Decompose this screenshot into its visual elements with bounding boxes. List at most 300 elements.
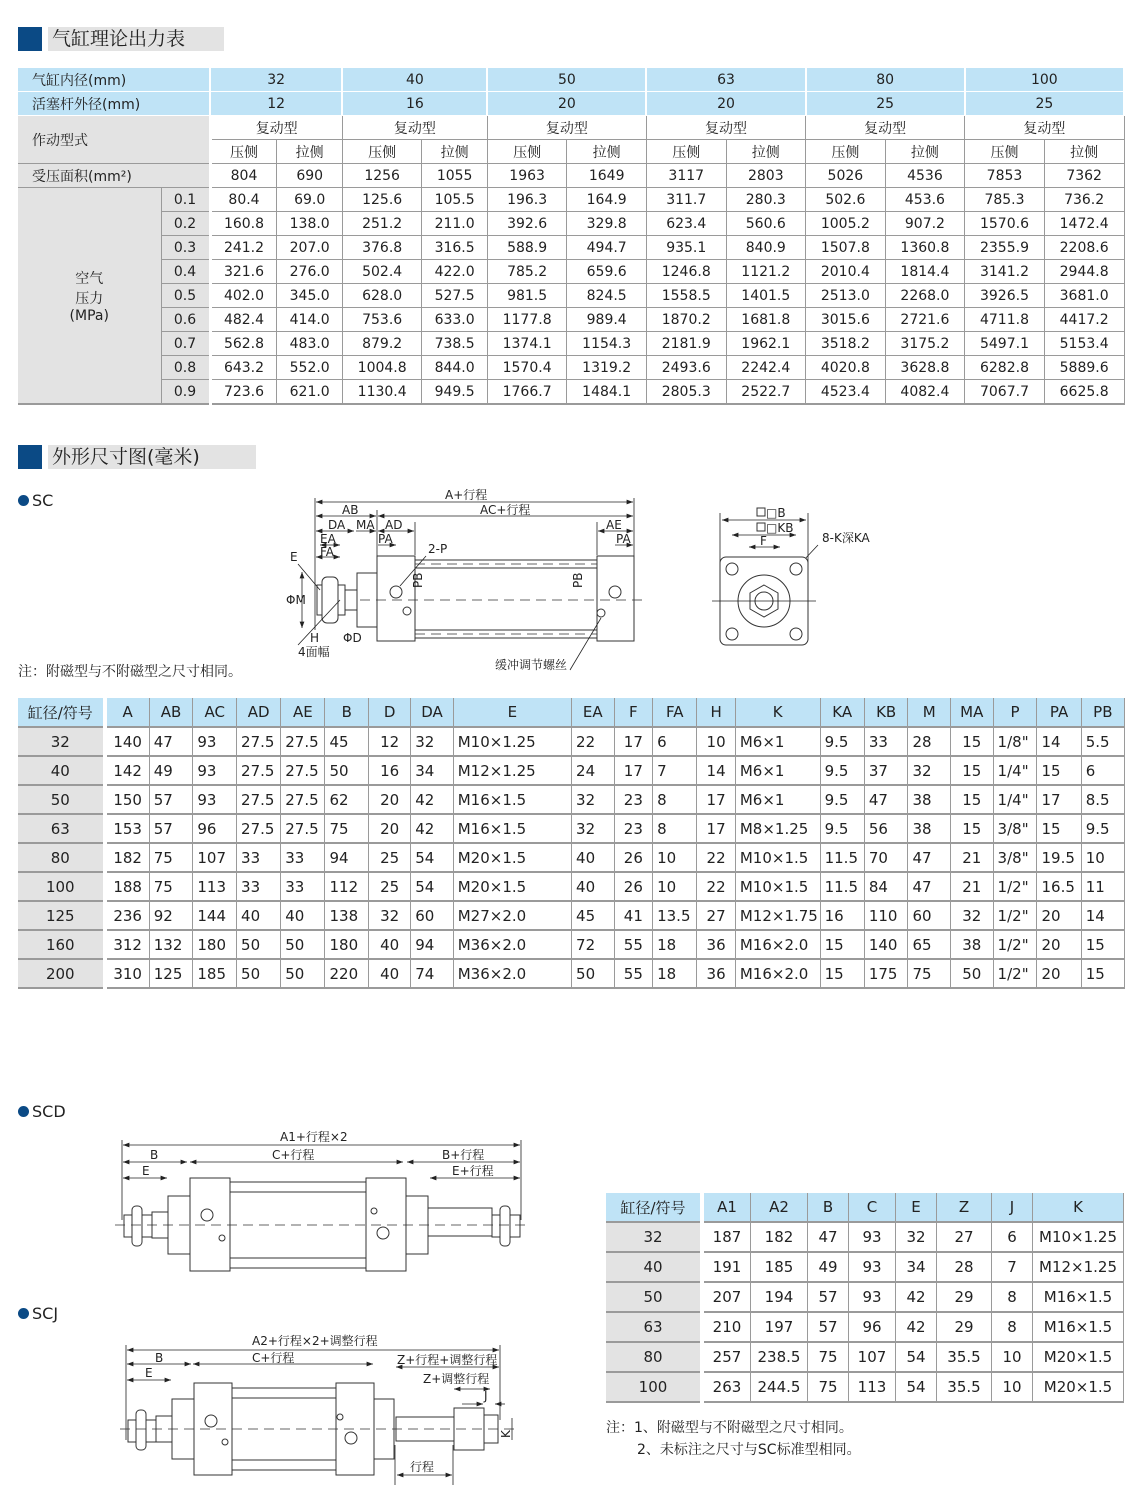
- area-cell: 1963: [487, 164, 567, 188]
- force-cell: 4523.4: [806, 380, 886, 405]
- force-cell: 453.6: [885, 188, 965, 212]
- dim-cell: 96: [849, 1312, 896, 1342]
- dim-cell: 15: [1037, 756, 1081, 785]
- dim-label: ΦD: [343, 631, 362, 645]
- dim-cell: M16×1.5: [1033, 1282, 1124, 1312]
- action-label: 作动型式: [18, 116, 210, 164]
- dim-cell: 50: [281, 959, 325, 988]
- dim-cell: 93: [193, 785, 237, 814]
- table-row: [606, 1342, 1124, 1372]
- dim-label: AB: [342, 503, 359, 517]
- dim-cell: 180: [325, 930, 369, 959]
- force-cell: 2208.6: [1044, 236, 1124, 260]
- dim-cell: 3/8": [993, 843, 1037, 872]
- force-cell: 1766.7: [487, 380, 567, 405]
- dim-section-title: [18, 445, 256, 469]
- table-row: [18, 930, 1125, 959]
- area-row: [18, 164, 1124, 188]
- pressure-value: 0.6: [161, 308, 210, 332]
- dim-cell: 92: [149, 901, 193, 930]
- dim-cell: 22: [697, 872, 736, 901]
- force-cell: 1570.6: [965, 212, 1045, 236]
- bore-cell: 100: [965, 68, 1124, 92]
- scd-note-2: 2、未标注之尺寸与SC标准型相同。: [637, 1442, 861, 1458]
- dim-cell: 14: [1037, 727, 1081, 756]
- force-cell: 907.2: [885, 212, 965, 236]
- dim-cell: 110: [864, 901, 908, 930]
- table-row: [18, 843, 1125, 872]
- dim-label: A2+行程×2+调整行程: [252, 1334, 378, 1348]
- dim-cell: 236: [105, 901, 150, 930]
- dim-cell: 23: [614, 814, 653, 843]
- pressure-value: 0.2: [161, 212, 210, 236]
- force-cell: 3518.2: [806, 332, 886, 356]
- dim-cell: 40: [369, 930, 411, 959]
- dim-cell: M10×1.25: [1033, 1222, 1124, 1252]
- force-cell: 4082.4: [885, 380, 965, 405]
- dim-cell: 210: [702, 1312, 751, 1342]
- dim-cell: 62: [325, 785, 369, 814]
- dim-cell: M20×1.5: [1033, 1342, 1124, 1372]
- dim-cell: 27.5: [281, 785, 325, 814]
- dim-cell: 15: [1081, 959, 1124, 988]
- pressure-row: [18, 284, 1124, 308]
- force-cell: 2522.7: [726, 380, 806, 405]
- force-cell: 753.6: [342, 308, 422, 332]
- dim-cell: 13.5: [653, 901, 697, 930]
- force-cell: 989.4: [567, 308, 647, 332]
- force-cell: 3926.5: [965, 284, 1045, 308]
- pressure-row: [18, 236, 1124, 260]
- dim-cell: 257: [702, 1342, 751, 1372]
- dim-label: B: [155, 1351, 164, 1365]
- scj-label: [18, 1304, 58, 1323]
- force-cell: 879.2: [342, 332, 422, 356]
- force-cell: 3628.8: [885, 356, 965, 380]
- table-row: [18, 814, 1125, 843]
- sc-side-drawing: [270, 480, 650, 680]
- table-row: [606, 1282, 1124, 1312]
- force-cell: 251.2: [342, 212, 422, 236]
- dim-header-cell: KA: [820, 698, 864, 727]
- dim-header-cell: 缸径/符号: [18, 698, 105, 727]
- dim-cell: 15: [951, 756, 994, 785]
- dim-cell: 26: [614, 872, 653, 901]
- dim-cell: 35.5: [937, 1372, 992, 1402]
- action-cell: 复动型: [646, 116, 805, 140]
- bore-cell: 160: [18, 930, 105, 959]
- dim-cell: 9.5: [820, 814, 864, 843]
- dim-label: AE: [606, 518, 622, 532]
- pressure-row: [18, 260, 1124, 284]
- dim-cell: 34: [411, 756, 454, 785]
- dim-cell: 50: [237, 930, 281, 959]
- force-section-title: [18, 27, 224, 51]
- pressure-value: 0.3: [161, 236, 210, 260]
- dim-cell: 310: [105, 959, 150, 988]
- dim-cell: 55: [614, 930, 653, 959]
- dim-label: A+行程: [445, 488, 488, 502]
- dim-cell: 42: [411, 814, 454, 843]
- dim-cell: M12×1.25: [1033, 1252, 1124, 1282]
- force-cell: 2721.6: [885, 308, 965, 332]
- dim-cell: 15: [951, 727, 994, 756]
- sc-front-drawing: [700, 495, 900, 655]
- dim-cell: 38: [908, 814, 951, 843]
- dim-label: E: [142, 1164, 150, 1178]
- action-cell: 复动型: [806, 116, 965, 140]
- dim-cell: 50: [572, 959, 615, 988]
- force-cell: 3681.0: [1044, 284, 1124, 308]
- bore-cell: 200: [18, 959, 105, 988]
- area-cell: 7853: [965, 164, 1045, 188]
- dim-cell: M36×2.0: [453, 930, 571, 959]
- dim-cell: 8: [992, 1312, 1033, 1342]
- rod-cell: 16: [342, 92, 487, 116]
- dim-cell: 36: [697, 959, 736, 988]
- dim-cell: 9.5: [820, 727, 864, 756]
- pressure-value: 0.8: [161, 356, 210, 380]
- dim-cell: 3/8": [993, 814, 1037, 843]
- area-cell: 7362: [1044, 164, 1124, 188]
- force-cell: 392.6: [487, 212, 567, 236]
- bore-cell: 80: [18, 843, 105, 872]
- force-cell: 414.0: [277, 308, 342, 332]
- scd-drawing: [100, 1120, 540, 1280]
- force-cell: 949.5: [422, 380, 487, 405]
- force-cell: 736.2: [1044, 188, 1124, 212]
- dim-cell: 57: [149, 785, 193, 814]
- dim-cell: 16.5: [1037, 872, 1081, 901]
- dim-cell: 54: [411, 872, 454, 901]
- dim-cell: 42: [411, 785, 454, 814]
- dim-cell: 112: [325, 872, 369, 901]
- table-row: [18, 901, 1125, 930]
- force-cell: 502.4: [342, 260, 422, 284]
- dim-cell: 1/2": [993, 959, 1037, 988]
- dim-cell: 45: [572, 901, 615, 930]
- dim-label: 4面幅: [298, 645, 330, 659]
- dim-cell: 47: [908, 872, 951, 901]
- dim-header-cell: KB: [864, 698, 908, 727]
- dim-cell: 12: [369, 727, 411, 756]
- action-cell: 复动型: [210, 116, 342, 140]
- dim-label: MA: [356, 518, 375, 532]
- rod-cell: 20: [646, 92, 805, 116]
- dim-cell: 140: [864, 930, 908, 959]
- dim-cell: 194: [751, 1282, 808, 1312]
- dim-cell: 20: [369, 785, 411, 814]
- bore-cell: 100: [18, 872, 105, 901]
- dim-label: C+行程: [252, 1351, 295, 1365]
- dim-cell: M12×1.75: [735, 901, 820, 930]
- force-cell: 422.0: [422, 260, 487, 284]
- dim-header-cell: AD: [237, 698, 281, 727]
- table-row: [18, 959, 1125, 988]
- dim-cell: 50: [325, 756, 369, 785]
- force-cell: 1401.5: [726, 284, 806, 308]
- dim-cell: 20: [1037, 930, 1081, 959]
- force-cell: 527.5: [422, 284, 487, 308]
- dim-cell: M27×2.0: [453, 901, 571, 930]
- dim-cell: 27.5: [281, 727, 325, 756]
- force-cell: 562.8: [210, 332, 277, 356]
- dim-header-cell: K: [735, 698, 820, 727]
- force-cell: 1374.1: [487, 332, 567, 356]
- dim-cell: M20×1.5: [453, 843, 571, 872]
- dim-cell: 93: [849, 1252, 896, 1282]
- dim-cell: 15: [951, 814, 994, 843]
- pressure-value: 0.4: [161, 260, 210, 284]
- rod-cell: 25: [806, 92, 965, 116]
- dim-header-cell: E: [453, 698, 571, 727]
- dim-label: F: [760, 534, 767, 548]
- bore-cell: 40: [606, 1252, 702, 1282]
- dim-cell: M10×1.5: [735, 872, 820, 901]
- action-cell: 复动型: [965, 116, 1124, 140]
- dim-cell: 18: [653, 959, 697, 988]
- dim-cell: 65: [908, 930, 951, 959]
- dim-label: Z+行程+调整行程: [397, 1353, 498, 1367]
- dim-cell: 1/2": [993, 901, 1037, 930]
- action-cell: 复动型: [487, 116, 646, 140]
- scd-header-cell: Z: [937, 1193, 992, 1222]
- dim-cell: 49: [808, 1252, 849, 1282]
- dim-cell: 33: [281, 843, 325, 872]
- push-side-cell: 压侧: [806, 140, 886, 164]
- table-row: [18, 756, 1125, 785]
- pull-side-cell: 拉侧: [1044, 140, 1124, 164]
- dim-header-cell: DA: [411, 698, 454, 727]
- dim-header-cell: H: [697, 698, 736, 727]
- dim-cell: 182: [751, 1222, 808, 1252]
- dim-cell: 142: [105, 756, 150, 785]
- force-cell: 329.8: [567, 212, 647, 236]
- force-cell: 560.6: [726, 212, 806, 236]
- scd-header-row: [606, 1193, 1124, 1222]
- dim-cell: 75: [808, 1372, 849, 1402]
- force-cell: 621.0: [277, 380, 342, 405]
- dim-cell: 8: [653, 814, 697, 843]
- dim-cell: 15: [1081, 930, 1124, 959]
- dim-cell: 49: [149, 756, 193, 785]
- push-side-cell: 压侧: [965, 140, 1045, 164]
- force-cell: 1130.4: [342, 380, 422, 405]
- dim-label: PA: [616, 532, 631, 546]
- force-cell: 5889.6: [1044, 356, 1124, 380]
- pull-side-cell: 拉侧: [885, 140, 965, 164]
- pull-side-cell: 拉侧: [726, 140, 806, 164]
- dim-cell: M12×1.25: [453, 756, 571, 785]
- dim-header-cell: AB: [149, 698, 193, 727]
- dim-cell: M8×1.25: [735, 814, 820, 843]
- dim-cell: 74: [411, 959, 454, 988]
- dim-cell: M36×2.0: [453, 959, 571, 988]
- dim-label: PB: [411, 572, 425, 588]
- dim-label: □B: [766, 506, 786, 520]
- area-cell: 690: [277, 164, 342, 188]
- dim-cell: 23: [614, 785, 653, 814]
- dim-cell: 8: [992, 1282, 1033, 1312]
- dim-cell: 41: [614, 901, 653, 930]
- dim-header-cell: F: [614, 698, 653, 727]
- dim-header-cell: A: [105, 698, 150, 727]
- scd-header-cell: K: [1033, 1193, 1124, 1222]
- dim-cell: 238.5: [751, 1342, 808, 1372]
- force-cell: 4417.2: [1044, 308, 1124, 332]
- bore-cell: 80: [606, 1342, 702, 1372]
- dim-cell: 57: [808, 1312, 849, 1342]
- bore-cell: 40: [342, 68, 487, 92]
- dim-label: A1+行程×2: [280, 1130, 348, 1144]
- force-cell: 280.3: [726, 188, 806, 212]
- force-cell: 502.6: [806, 188, 886, 212]
- action-cell: 复动型: [342, 116, 487, 140]
- dim-label: 缓冲调节螺丝: [495, 658, 568, 672]
- force-cell: 738.5: [422, 332, 487, 356]
- dim-cell: 191: [702, 1252, 751, 1282]
- dim-cell: 17: [614, 756, 653, 785]
- scj-drawing: [100, 1320, 540, 1500]
- force-cell: 1507.8: [806, 236, 886, 260]
- dim-cell: 17: [614, 727, 653, 756]
- dim-cell: M6×1: [735, 727, 820, 756]
- dim-cell: 32: [411, 727, 454, 756]
- dim-cell: 14: [697, 756, 736, 785]
- dim-header-cell: FA: [653, 698, 697, 727]
- force-cell: 402.0: [210, 284, 277, 308]
- dim-cell: 20: [369, 814, 411, 843]
- dim-cell: 40: [572, 843, 615, 872]
- force-cell: 105.5: [422, 188, 487, 212]
- bore-cell: 32: [210, 68, 342, 92]
- force-cell: 138.0: [277, 212, 342, 236]
- dim-cell: 27.5: [237, 756, 281, 785]
- dim-header-cell: EA: [572, 698, 615, 727]
- dim-cell: 27: [697, 901, 736, 930]
- dim-header-cell: PB: [1081, 698, 1124, 727]
- bore-cell: 80: [806, 68, 965, 92]
- force-cell: 1814.4: [885, 260, 965, 284]
- force-cell: 840.9: [726, 236, 806, 260]
- dim-cell: 1/4": [993, 785, 1037, 814]
- sc-label-text: SC: [32, 491, 54, 510]
- dim-cell: 33: [237, 872, 281, 901]
- dim-cell: 17: [697, 814, 736, 843]
- dim-cell: 54: [896, 1342, 937, 1372]
- dim-cell: M6×1: [735, 785, 820, 814]
- dim-cell: 35.5: [937, 1342, 992, 1372]
- table-row: [606, 1252, 1124, 1282]
- dim-cell: 10: [653, 872, 697, 901]
- force-cell: 2805.3: [646, 380, 726, 405]
- force-cell: 981.5: [487, 284, 567, 308]
- force-cell: 376.8: [342, 236, 422, 260]
- area-label: 受压面积(mm²): [18, 164, 210, 188]
- dim-cell: 75: [908, 959, 951, 988]
- dim-cell: 36: [697, 930, 736, 959]
- force-cell: 80.4: [210, 188, 277, 212]
- dim-cell: 150: [105, 785, 150, 814]
- dim-label: 8-K深KA: [822, 531, 870, 545]
- sc-note: 注：附磁型与不附磁型之尺寸相同。: [18, 664, 242, 680]
- dim-cell: 29: [937, 1282, 992, 1312]
- dim-cell: 75: [149, 872, 193, 901]
- push-side-cell: 压侧: [210, 140, 277, 164]
- dim-cell: 94: [411, 930, 454, 959]
- dim-cell: 28: [908, 727, 951, 756]
- rod-cell: 12: [210, 92, 342, 116]
- dim-cell: 16: [820, 901, 864, 930]
- force-cell: 1484.1: [567, 380, 647, 405]
- dim-cell: 32: [951, 901, 994, 930]
- dim-cell: 175: [864, 959, 908, 988]
- force-cell: 1319.2: [567, 356, 647, 380]
- dim-header-cell: AC: [193, 698, 237, 727]
- force-cell: 160.8: [210, 212, 277, 236]
- pressure-row: [18, 212, 1124, 236]
- dim-label: B+行程: [442, 1148, 485, 1162]
- force-cell: 1570.4: [487, 356, 567, 380]
- scd-header-cell: E: [896, 1193, 937, 1222]
- force-cell: 7067.7: [965, 380, 1045, 405]
- dim-cell: 16: [369, 756, 411, 785]
- pressure-label: [18, 188, 161, 405]
- force-cell: 3015.6: [806, 308, 886, 332]
- dim-header-cell: AE: [281, 698, 325, 727]
- bore-cell: 50: [18, 785, 105, 814]
- dim-cell: 1/4": [993, 756, 1037, 785]
- dim-cell: 138: [325, 901, 369, 930]
- scd-header-cell: B: [808, 1193, 849, 1222]
- bullet-icon: [18, 1308, 29, 1319]
- dim-cell: 10: [697, 727, 736, 756]
- bore-cell: 100: [606, 1372, 702, 1402]
- pressure-label-line: (MPa): [69, 307, 109, 324]
- dim-cell: 182: [105, 843, 150, 872]
- force-cell: 2010.4: [806, 260, 886, 284]
- pressure-value: 0.9: [161, 380, 210, 405]
- sc-dimension-table: [18, 698, 1125, 989]
- force-cell: 844.0: [422, 356, 487, 380]
- dim-cell: 7: [992, 1252, 1033, 1282]
- section-marker-icon: [18, 27, 42, 51]
- dim-cell: 26: [614, 843, 653, 872]
- force-cell: 1962.1: [726, 332, 806, 356]
- rod-cell: 25: [965, 92, 1124, 116]
- dim-cell: 34: [896, 1252, 937, 1282]
- dim-header-cell: B: [325, 698, 369, 727]
- dim-cell: 40: [369, 959, 411, 988]
- pressure-row: [18, 356, 1124, 380]
- dim-label: H: [310, 631, 320, 645]
- dim-cell: 144: [193, 901, 237, 930]
- dim-cell: M10×1.25: [453, 727, 571, 756]
- pressure-value: 0.1: [161, 188, 210, 212]
- dim-cell: 180: [193, 930, 237, 959]
- dim-cell: 70: [864, 843, 908, 872]
- dim-label: □KB: [766, 521, 794, 535]
- pressure-label-line: 空气: [75, 270, 104, 287]
- dim-cell: M16×1.5: [453, 785, 571, 814]
- dim-cell: 153: [105, 814, 150, 843]
- action-row: [18, 116, 1124, 140]
- dim-cell: 312: [105, 930, 150, 959]
- rod-cell: 20: [487, 92, 646, 116]
- force-cell: 2242.4: [726, 356, 806, 380]
- force-cell: 2493.6: [646, 356, 726, 380]
- area-cell: 1649: [567, 164, 647, 188]
